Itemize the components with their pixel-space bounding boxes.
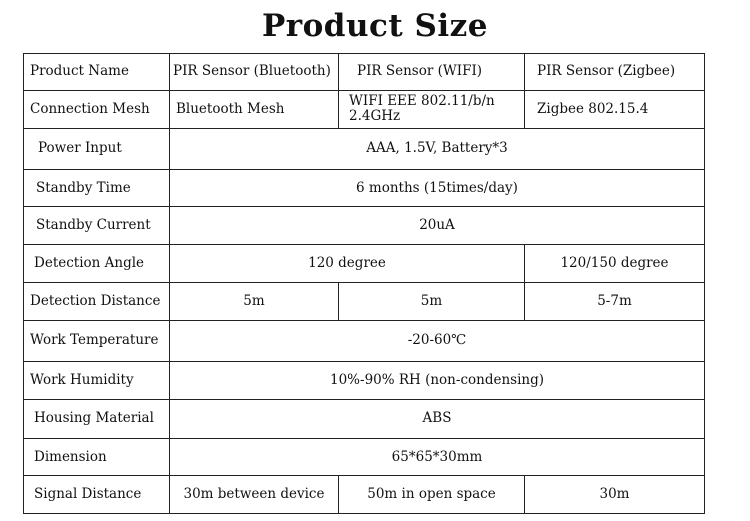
table-row (24, 90, 705, 129)
row-label: Product Name (24, 54, 170, 91)
spec-table (23, 53, 705, 514)
table-cell: 50m in open space (339, 476, 525, 514)
row-label: Housing Material (24, 400, 170, 439)
table-row (24, 476, 705, 514)
table-row (24, 400, 705, 439)
row-label: Standby Time (24, 169, 170, 207)
table-row (24, 244, 705, 283)
table-cell: Zigbee 802.15.4 (525, 90, 705, 129)
table-row (24, 361, 705, 400)
table-cell: 30m between device (170, 476, 339, 514)
table-cell: 5m (170, 283, 339, 321)
table-cell: 20uA (170, 207, 705, 245)
table-cell: Bluetooth Mesh (170, 90, 339, 129)
table-cell: 120/150 degree (525, 244, 705, 283)
table-row (24, 54, 705, 91)
table-row (24, 321, 705, 362)
row-label: Work Temperature (24, 321, 170, 362)
table-row (24, 207, 705, 245)
row-label: Signal Distance (24, 476, 170, 514)
table-cell: AAA, 1.5V, Battery*3 (170, 129, 705, 170)
table-row (24, 169, 705, 207)
table-cell: PIR Sensor (Zigbee) (525, 54, 705, 91)
table-cell: 5m (339, 283, 525, 321)
table-cell: 30m (525, 476, 705, 514)
row-label: Detection Angle (24, 244, 170, 283)
row-label: Connection Mesh (24, 90, 170, 129)
row-label: Work Humidity (24, 361, 170, 400)
table-cell: 10%-90% RH (non-condensing) (170, 361, 705, 400)
table-row (24, 283, 705, 321)
table-cell: 120 degree (170, 244, 525, 283)
row-label: Standby Current (24, 207, 170, 245)
table-cell: 5-7m (525, 283, 705, 321)
table-cell: ABS (170, 400, 705, 439)
table-row (24, 438, 705, 476)
table-row (24, 129, 705, 170)
table-cell: PIR Sensor (Bluetooth) (170, 54, 339, 91)
table-cell: PIR Sensor (WIFI) (339, 54, 525, 91)
table-cell: WIFI EEE 802.11/b/n 2.4GHz (339, 90, 525, 129)
row-label: Power Input (24, 129, 170, 170)
row-label: Dimension (24, 438, 170, 476)
table-cell: -20-60℃ (170, 321, 705, 362)
page-title: Product Size (261, 8, 488, 44)
table-cell: 65*65*30mm (170, 438, 705, 476)
table-cell: 6 months (15times/day) (170, 169, 705, 207)
row-label: Detection Distance (24, 283, 170, 321)
